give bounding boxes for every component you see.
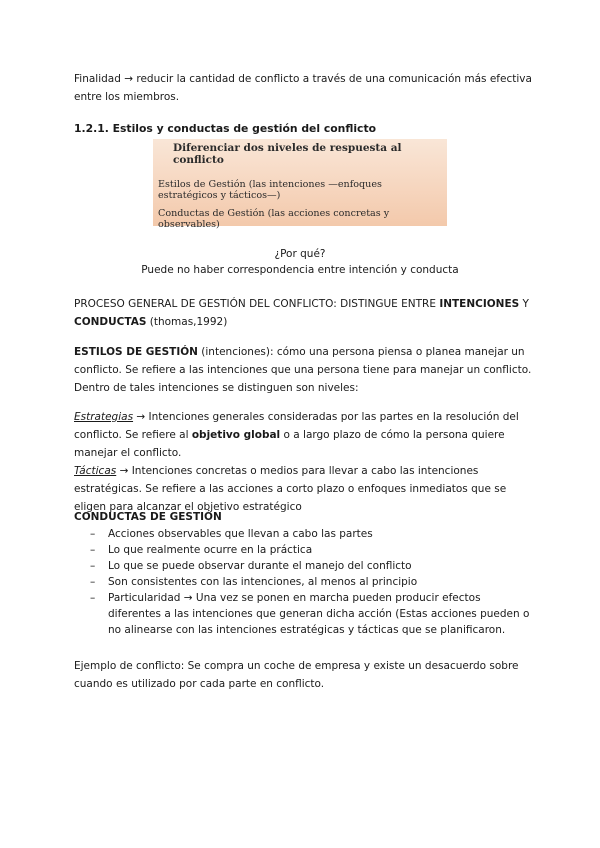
- question-text: ¿Por qué?: [274, 248, 326, 260]
- estrategias-label: Estrategias: [74, 411, 134, 423]
- process-conductas: CONDUCTAS: [74, 316, 147, 328]
- intro-paragraph: Finalidad → reducir la cantidad de conflicto a través de una comunicación más efectiva entre los miembros.: [74, 73, 532, 103]
- tacticas-text: → Intenciones concretas o medios para llevar a cabo las intenciones estratégicas. Se refiere a las acciones a corto plazo o enfoques inmediatos que se eligen para alcanzar el objetivo estratégico: [74, 465, 507, 513]
- estrategias-tacticas-paragraph: [74, 408, 536, 516]
- answer-text: Puede no haber correspondencia entre intención y conducta: [141, 264, 459, 276]
- conductas-heading: CONDUCTAS DE GESTIÓN: [74, 511, 222, 523]
- list-item: – Lo que realmente ocurre en la práctica: [90, 542, 536, 558]
- process-intenciones: INTENCIONES: [439, 298, 520, 310]
- estilos-text: (intenciones): cómo una persona piensa o planea manejar un conflicto. Se refiere a las intenciones que una persona tiene para manejar un conflicto. Dentro de tales intenciones se distinguen son niveles:: [74, 346, 532, 394]
- estilos-heading: ESTILOS DE GESTIÓN: [74, 346, 198, 358]
- process-paragraph: [74, 295, 536, 331]
- example-paragraph: Ejemplo de conflicto: Se compra un coche de empresa y existe un desacuerdo sobre cuando es utilizado por cada parte en conflicto.: [74, 660, 519, 690]
- estrategias-text2: o a largo plazo de cómo la persona quiere manejar el conflicto.: [74, 429, 505, 459]
- figure-response-levels: [153, 139, 447, 230]
- figure-line-estilos: Estilos de Gestión (las intenciones —enfoques estratégicos y tácticos—): [158, 179, 382, 201]
- process-suffix: (thomas,1992): [146, 316, 228, 328]
- list-item: – Acciones observables que llevan a cabo las partes: [90, 526, 536, 542]
- section-heading: 1.2.1. Estilos y conductas de gestión del conflicto: [74, 122, 377, 135]
- tacticas-label: Tácticas: [74, 465, 117, 477]
- process-mid: Y: [519, 298, 529, 310]
- conductas-list: [90, 526, 536, 638]
- figure-title: Diferenciar dos niveles de respuesta al conflicto: [173, 142, 402, 166]
- list-item: – Particularidad → Una vez se ponen en marcha pueden producir efectos diferentes a las intenciones que generan dicha acción (Estas acciones pueden o no alinearse con las intenciones estratégicas y tácticas que se planificaron.: [90, 590, 536, 638]
- estrategias-text1: → Intenciones generales consideradas por las partes en la resolución del conflicto. Se refiere al: [74, 411, 519, 441]
- list-item: – Lo que se puede observar durante el manejo del conflicto: [90, 558, 536, 574]
- estrategias-bold: objetivo global: [191, 429, 281, 441]
- figure-line-conductas: Conductas de Gestión (las acciones concretas y observables): [158, 208, 390, 230]
- list-item: – Son consistentes con las intenciones, al menos al principio: [90, 574, 536, 590]
- process-prefix: PROCESO GENERAL DE GESTIÓN DEL CONFLICTO: DISTINGUE ENTRE: [74, 298, 440, 310]
- estilos-paragraph: [74, 343, 536, 397]
